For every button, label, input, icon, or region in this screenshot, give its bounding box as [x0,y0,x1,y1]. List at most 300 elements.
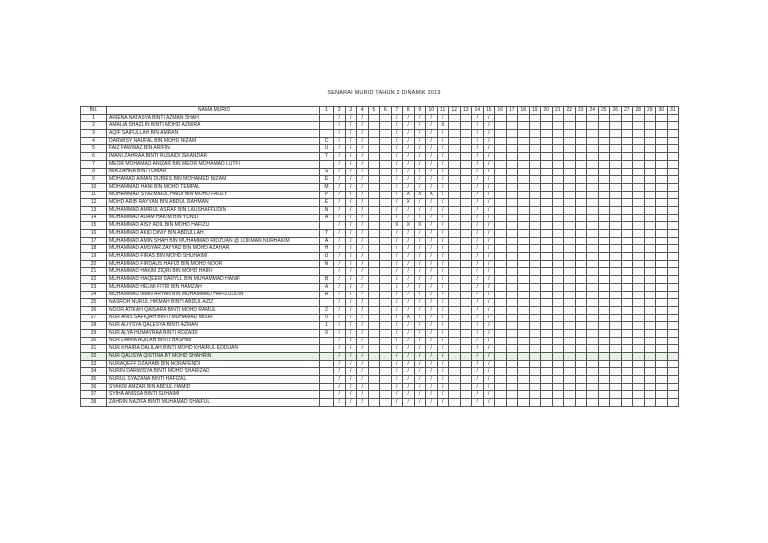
attendance-cell: X [414,222,426,230]
attendance-cell [529,306,541,314]
attendance-cell [495,299,507,307]
attendance-cell: / [483,299,495,307]
attendance-cell [449,314,461,322]
attendance-cell [320,383,334,391]
attendance-cell [667,206,679,214]
attendance-cell: / [414,245,426,253]
attendance-cell [460,206,472,214]
attendance-cell [587,176,599,184]
attendance-cell: / [391,353,403,361]
attendance-cell: / [334,360,346,368]
attendance-cell [460,268,472,276]
attendance-cell [656,214,668,222]
attendance-cell: / [403,183,415,191]
attendance-cell [552,176,564,184]
attendance-cell [460,222,472,230]
attendance-cell [320,130,334,138]
attendance-cell: / [357,160,369,168]
attendance-cell [644,314,656,322]
attendance-cell [587,145,599,153]
table-row [81,160,679,168]
attendance-cell [460,322,472,330]
attendance-cell [518,253,530,261]
attendance-cell [564,299,576,307]
attendance-cell [495,176,507,184]
attendance-cell [518,368,530,376]
attendance-cell [380,130,392,138]
attendance-cell [518,329,530,337]
attendance-cell [644,360,656,368]
attendance-cell: / [483,360,495,368]
attendance-cell [667,130,679,138]
row-bil: 8 [81,168,107,176]
attendance-cell [587,383,599,391]
attendance-cell: / [414,383,426,391]
row-student-name: MUHAMMAD AMIN SHAH BIN MUHAMMAD RIDZUAN @ LOKMAN NURHAKIM [107,237,320,245]
row-student-name: MOHAMMAD SYAZMIRUL HAIDI BIN MOHD FAUZY [107,191,320,199]
attendance-cell [380,114,392,122]
attendance-cell [552,383,564,391]
attendance-cell [644,276,656,284]
attendance-cell: / [391,114,403,122]
attendance-cell [621,299,633,307]
table-row [81,245,679,253]
attendance-cell: / [403,245,415,253]
attendance-cell [587,299,599,307]
attendance-cell [320,353,334,361]
attendance-cell [667,291,679,299]
attendance-cell [541,306,553,314]
attendance-cell [380,283,392,291]
attendance-cell: / [391,283,403,291]
attendance-cell [449,399,461,407]
attendance-cell [598,314,610,322]
attendance-cell [644,368,656,376]
attendance-cell: / [414,153,426,161]
attendance-cell [667,306,679,314]
attendance-cell [598,283,610,291]
attendance-cell [564,168,576,176]
attendance-cell: E [320,199,334,207]
attendance-cell [495,145,507,153]
attendance-cell [633,329,645,337]
attendance-cell [598,214,610,222]
attendance-cell: X [414,191,426,199]
attendance-cell: / [334,383,346,391]
attendance-cell [380,376,392,384]
attendance-cell [495,368,507,376]
attendance-cell [541,183,553,191]
attendance-cell [667,145,679,153]
attendance-cell: / [414,260,426,268]
attendance-cell [552,314,564,322]
attendance-cell [495,291,507,299]
attendance-cell [368,130,380,138]
attendance-cell [529,168,541,176]
table-row [81,153,679,161]
attendance-cell: / [437,191,449,199]
attendance-cell [552,299,564,307]
attendance-cell [644,337,656,345]
attendance-cell [564,214,576,222]
attendance-cell: / [403,137,415,145]
attendance-cell: / [391,137,403,145]
attendance-cell: / [391,360,403,368]
attendance-cell [449,329,461,337]
attendance-cell [368,168,380,176]
attendance-cell: / [414,160,426,168]
attendance-cell: X [437,122,449,130]
attendance-cell: / [357,391,369,399]
attendance-cell [449,230,461,238]
attendance-cell [552,283,564,291]
attendance-cell: / [426,391,438,399]
attendance-cell [541,130,553,138]
attendance-cell [380,145,392,153]
attendance-cell: / [403,283,415,291]
attendance-cell [380,245,392,253]
attendance-cell [633,145,645,153]
attendance-cell [633,214,645,222]
attendance-cell [368,345,380,353]
attendance-cell [644,306,656,314]
attendance-cell [449,260,461,268]
attendance-cell: / [403,168,415,176]
attendance-cell: / [403,399,415,407]
attendance-cell [518,299,530,307]
row-bil: 28 [81,322,107,330]
attendance-cell [564,260,576,268]
attendance-cell [667,214,679,222]
attendance-cell [449,160,461,168]
attendance-cell: / [357,137,369,145]
row-bil: 11 [81,191,107,199]
attendance-cell [495,114,507,122]
attendance-cell: X [391,222,403,230]
attendance-cell: / [345,291,357,299]
attendance-cell [610,122,622,130]
attendance-cell: / [437,206,449,214]
attendance-cell [506,260,518,268]
attendance-cell [518,191,530,199]
attendance-cell [368,306,380,314]
table-row [81,176,679,184]
attendance-cell: / [472,160,484,168]
attendance-cell [506,114,518,122]
table-row [81,353,679,361]
row-student-name[interactable]: NUR QALISYA QISTINA BT MOHD SHAHRIN [107,353,320,361]
attendance-cell: / [426,230,438,238]
attendance-cell: / [345,329,357,337]
attendance-cell: / [403,268,415,276]
attendance-table [80,106,679,407]
attendance-cell [506,353,518,361]
attendance-cell [518,183,530,191]
attendance-cell [587,130,599,138]
attendance-cell: / [334,130,346,138]
attendance-cell [320,268,334,276]
attendance-cell: / [414,360,426,368]
attendance-cell [495,399,507,407]
attendance-cell [598,253,610,261]
attendance-cell [621,314,633,322]
header-day: 11 [437,107,449,115]
attendance-cell [506,360,518,368]
attendance-cell [598,337,610,345]
attendance-cell [644,183,656,191]
attendance-cell [633,222,645,230]
row-bil: 31 [81,345,107,353]
attendance-cell: / [437,329,449,337]
attendance-cell [460,391,472,399]
table-row [81,391,679,399]
attendance-cell [644,353,656,361]
attendance-cell: / [426,260,438,268]
attendance-cell [587,360,599,368]
attendance-cell: / [345,391,357,399]
attendance-cell [667,183,679,191]
attendance-cell [610,376,622,384]
attendance-cell [495,314,507,322]
header-day: 16 [495,107,507,115]
attendance-cell: C [320,137,334,145]
attendance-cell: / [403,206,415,214]
attendance-cell [644,153,656,161]
row-bil: 17 [81,237,107,245]
attendance-cell [552,206,564,214]
attendance-cell [575,137,587,145]
attendance-cell [495,122,507,130]
attendance-cell [587,230,599,238]
attendance-cell [656,399,668,407]
attendance-cell: / [345,137,357,145]
attendance-cell [449,114,461,122]
attendance-cell: / [391,253,403,261]
attendance-cell [598,322,610,330]
attendance-cell: / [414,399,426,407]
attendance-cell [633,160,645,168]
attendance-cell [541,160,553,168]
attendance-cell [380,291,392,299]
header-day: 3 [345,107,357,115]
attendance-cell [506,199,518,207]
attendance-cell [368,360,380,368]
attendance-cell: / [472,199,484,207]
attendance-cell [667,237,679,245]
attendance-cell: / [357,360,369,368]
attendance-cell [552,253,564,261]
attendance-cell [552,376,564,384]
attendance-cell [644,160,656,168]
attendance-cell [644,253,656,261]
attendance-cell: / [391,122,403,130]
attendance-cell [380,168,392,176]
attendance-cell [575,191,587,199]
attendance-cell [460,183,472,191]
attendance-cell: / [391,145,403,153]
attendance-cell [656,291,668,299]
attendance-cell [529,345,541,353]
row-student-name: NUR ANIS SAFIQAH BINTI MUHAMAD MISRI [107,314,320,322]
attendance-cell [656,329,668,337]
attendance-cell [575,268,587,276]
attendance-cell [610,206,622,214]
attendance-cell: / [426,322,438,330]
attendance-cell: / [437,314,449,322]
attendance-cell [518,206,530,214]
attendance-cell [598,230,610,238]
attendance-cell: / [391,345,403,353]
table-row [81,299,679,307]
attendance-cell [610,160,622,168]
attendance-cell [656,206,668,214]
attendance-cell: / [414,306,426,314]
attendance-cell [621,376,633,384]
attendance-cell [495,383,507,391]
attendance-cell: / [334,306,346,314]
attendance-cell [633,183,645,191]
attendance-cell [587,322,599,330]
attendance-cell [320,299,334,307]
attendance-cell [633,360,645,368]
attendance-cell [644,399,656,407]
attendance-cell [552,130,564,138]
attendance-cell [610,145,622,153]
attendance-cell: / [357,168,369,176]
attendance-cell: / [391,299,403,307]
attendance-cell: / [391,168,403,176]
attendance-cell [541,337,553,345]
attendance-cell [380,276,392,284]
attendance-cell [575,199,587,207]
attendance-cell [656,260,668,268]
attendance-cell [564,206,576,214]
attendance-cell [506,160,518,168]
attendance-cell [575,360,587,368]
attendance-cell [656,360,668,368]
attendance-cell [518,122,530,130]
attendance-cell [656,237,668,245]
attendance-cell [667,368,679,376]
attendance-cell [518,214,530,222]
attendance-cell [449,214,461,222]
attendance-cell [541,291,553,299]
attendance-cell: / [357,306,369,314]
attendance-cell: / [334,176,346,184]
attendance-cell [506,245,518,253]
attendance-cell [656,137,668,145]
attendance-cell [529,214,541,222]
row-bil: 29 [81,329,107,337]
attendance-cell: P [320,191,334,199]
attendance-cell [449,245,461,253]
attendance-cell [529,329,541,337]
attendance-cell: / [483,337,495,345]
attendance-cell: / [472,260,484,268]
attendance-cell [529,399,541,407]
attendance-cell: / [345,368,357,376]
attendance-cell: / [483,306,495,314]
attendance-cell: / [483,368,495,376]
attendance-cell [495,222,507,230]
attendance-cell: / [472,391,484,399]
attendance-cell [667,268,679,276]
attendance-cell: / [357,114,369,122]
attendance-cell [656,153,668,161]
header-day: 21 [552,107,564,115]
attendance-cell [529,299,541,307]
attendance-cell: / [483,183,495,191]
attendance-cell: / [334,376,346,384]
attendance-cell [529,383,541,391]
attendance-cell [529,276,541,284]
attendance-cell: / [414,176,426,184]
attendance-cell: / [426,337,438,345]
attendance-cell [575,299,587,307]
row-student-name: MEOR MOHAMAD ANIZAR BIN MEOR MOHAMAD LUTFI [107,160,320,168]
attendance-cell: / [472,276,484,284]
attendance-cell: / [334,322,346,330]
attendance-cell: / [483,122,495,130]
attendance-cell [598,399,610,407]
row-student-name: NURUL SYAZANA BINTI HAFIZAL [107,376,320,384]
attendance-cell: / [414,206,426,214]
attendance-cell: / [391,368,403,376]
attendance-cell [529,237,541,245]
attendance-cell [575,145,587,153]
attendance-cell [320,337,334,345]
attendance-cell [598,391,610,399]
attendance-cell: / [483,230,495,238]
attendance-cell [598,329,610,337]
attendance-cell: / [426,145,438,153]
attendance-cell [552,391,564,399]
attendance-cell: / [334,283,346,291]
row-student-name: MOHAMAD AIMAN DUBIES BIN MOHAMED NIZAM [107,176,320,184]
attendance-cell [564,268,576,276]
attendance-cell [552,145,564,153]
attendance-cell [541,299,553,307]
row-bil: 2 [81,122,107,130]
attendance-cell [633,283,645,291]
attendance-cell: / [483,176,495,184]
attendance-cell: / [437,214,449,222]
attendance-cell [633,299,645,307]
row-bil: 9 [81,176,107,184]
attendance-cell [587,306,599,314]
attendance-cell [380,176,392,184]
attendance-cell: / [437,337,449,345]
attendance-cell [449,299,461,307]
attendance-cell: / [334,199,346,207]
attendance-cell: / [437,114,449,122]
table-row [81,368,679,376]
attendance-cell [518,337,530,345]
attendance-cell [575,322,587,330]
attendance-cell [564,191,576,199]
attendance-cell [529,130,541,138]
attendance-cell: / [414,268,426,276]
row-bil: 33 [81,360,107,368]
attendance-cell [380,137,392,145]
attendance-cell [621,214,633,222]
attendance-cell: / [403,130,415,138]
attendance-cell [449,137,461,145]
attendance-cell [575,306,587,314]
row-bil: 14 [81,214,107,222]
attendance-cell: / [403,176,415,184]
attendance-cell: / [426,114,438,122]
